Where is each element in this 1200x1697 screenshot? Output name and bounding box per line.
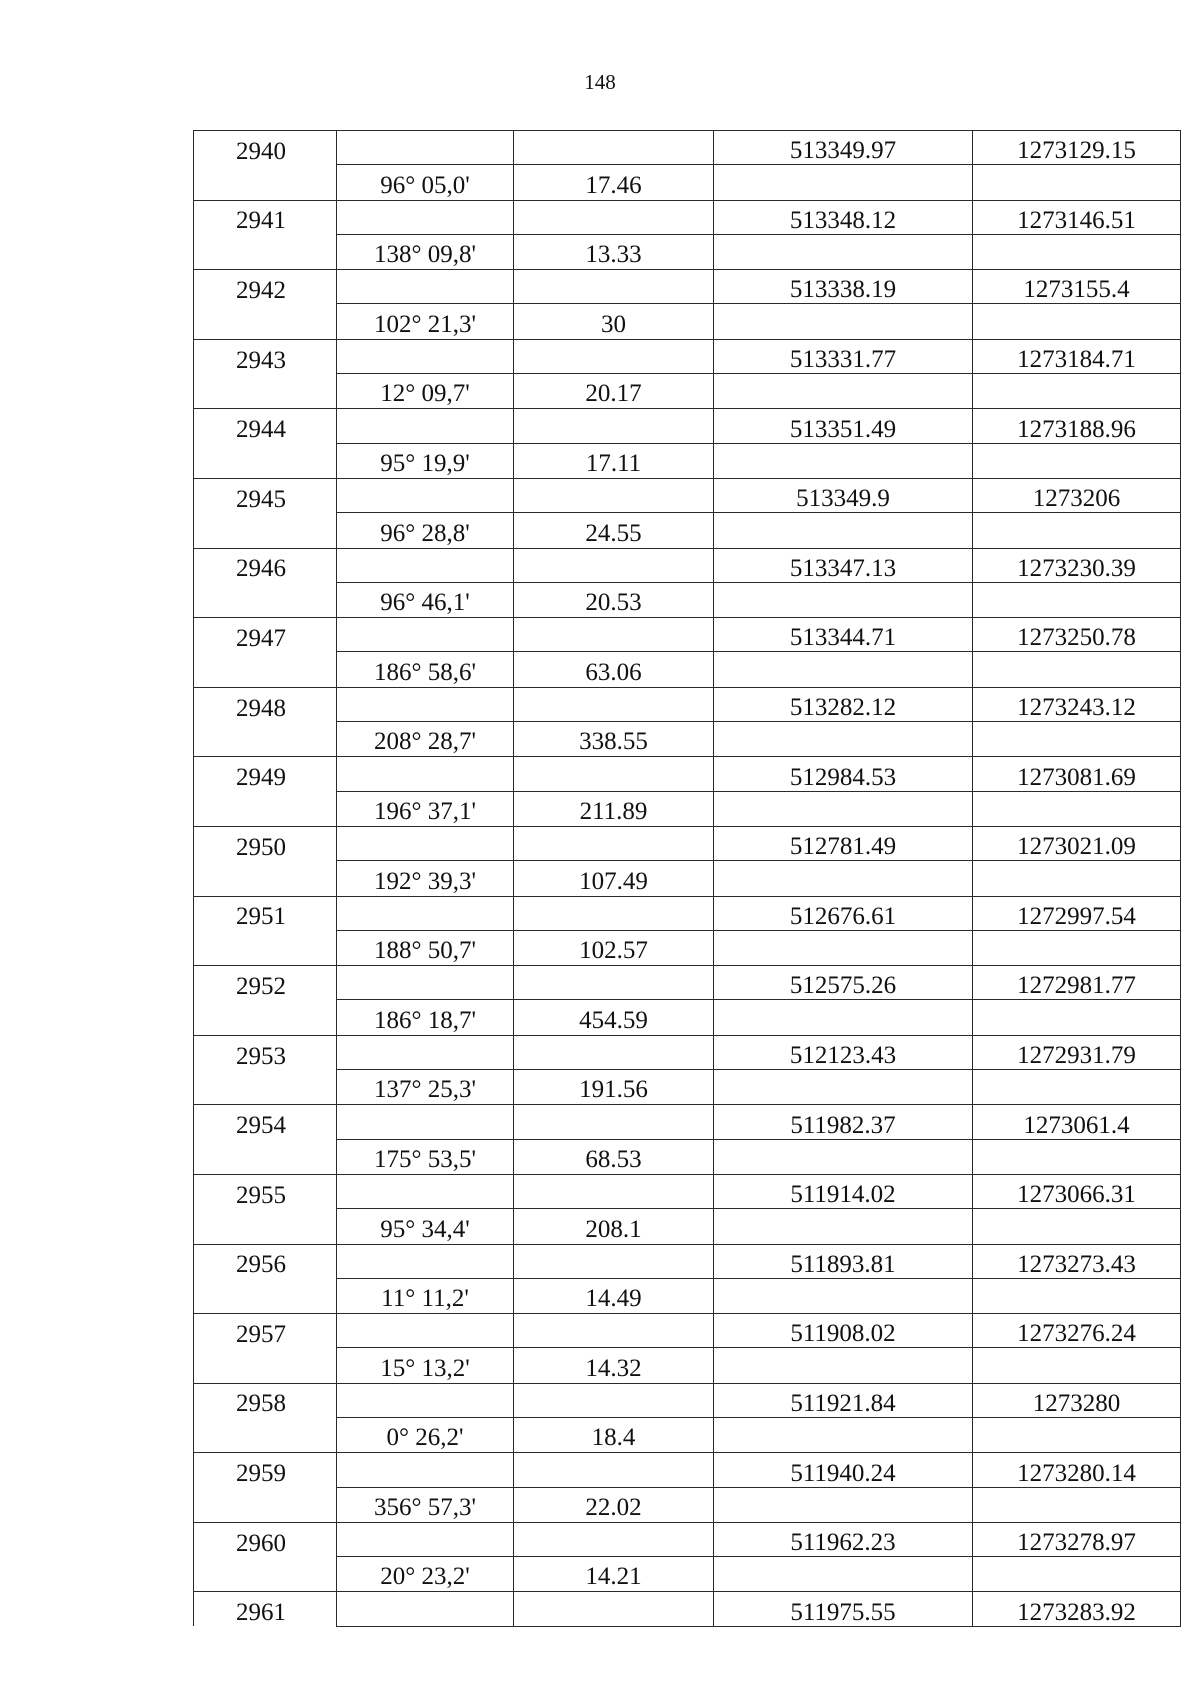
x-coordinate-cell xyxy=(714,1487,973,1522)
y-coordinate-cell: 1273188.96 xyxy=(973,409,1181,443)
y-coordinate-cell: 1273276.24 xyxy=(973,1314,1181,1348)
x-coordinate-cell: 512123.43 xyxy=(714,1035,973,1069)
y-coordinate-cell xyxy=(973,234,1181,269)
segment-length-cell xyxy=(514,339,714,373)
x-coordinate-cell: 512781.49 xyxy=(714,826,973,860)
direction-angle-cell: 188° 50,7' xyxy=(337,930,514,965)
segment-length-cell xyxy=(514,478,714,512)
point-number-cell: 2954 xyxy=(194,1105,337,1139)
point-number-cell xyxy=(194,1278,337,1313)
direction-angle-cell: 96° 05,0' xyxy=(337,165,514,200)
direction-angle-cell: 11° 11,2' xyxy=(337,1278,514,1313)
segment-row xyxy=(194,1000,1181,1035)
point-row xyxy=(194,1592,1181,1626)
x-coordinate-cell: 511893.81 xyxy=(714,1244,973,1278)
point-row xyxy=(194,270,1181,304)
x-coordinate-cell: 511962.23 xyxy=(714,1522,973,1556)
point-number-cell xyxy=(194,304,337,339)
y-coordinate-cell xyxy=(973,443,1181,478)
direction-angle-cell xyxy=(337,339,514,373)
segment-length-cell: 191.56 xyxy=(514,1070,714,1105)
segment-length-cell: 17.46 xyxy=(514,165,714,200)
direction-angle-cell: 15° 13,2' xyxy=(337,1348,514,1383)
y-coordinate-cell: 1273283.92 xyxy=(973,1592,1181,1626)
point-number-cell xyxy=(194,652,337,687)
x-coordinate-cell: 513344.71 xyxy=(714,618,973,652)
direction-angle-cell xyxy=(337,966,514,1000)
segment-length-cell: 14.49 xyxy=(514,1278,714,1313)
x-coordinate-cell: 513331.77 xyxy=(714,339,973,373)
y-coordinate-cell xyxy=(973,513,1181,548)
segment-row xyxy=(194,1278,1181,1313)
point-number-cell: 2948 xyxy=(194,687,337,721)
x-coordinate-cell xyxy=(714,930,973,965)
x-coordinate-cell: 511914.02 xyxy=(714,1174,973,1208)
direction-angle-cell: 175° 53,5' xyxy=(337,1139,514,1174)
y-coordinate-cell xyxy=(973,861,1181,896)
x-coordinate-cell xyxy=(714,722,973,757)
point-row xyxy=(194,1244,1181,1278)
segment-row xyxy=(194,791,1181,826)
point-row xyxy=(194,1522,1181,1556)
x-coordinate-cell: 513348.12 xyxy=(714,200,973,234)
x-coordinate-cell: 513349.9 xyxy=(714,478,973,512)
x-coordinate-cell xyxy=(714,1209,973,1244)
point-row xyxy=(194,1453,1181,1487)
segment-length-cell xyxy=(514,757,714,791)
point-number-cell: 2955 xyxy=(194,1174,337,1208)
segment-length-cell xyxy=(514,1314,714,1348)
segment-length-cell xyxy=(514,1592,714,1626)
y-coordinate-cell: 1273061.4 xyxy=(973,1105,1181,1139)
direction-angle-cell xyxy=(337,826,514,860)
x-coordinate-cell: 511921.84 xyxy=(714,1383,973,1417)
y-coordinate-cell: 1273066.31 xyxy=(973,1174,1181,1208)
direction-angle-cell: 186° 58,6' xyxy=(337,652,514,687)
x-coordinate-cell xyxy=(714,791,973,826)
direction-angle-cell: 96° 28,8' xyxy=(337,513,514,548)
point-number-cell xyxy=(194,1209,337,1244)
segment-length-cell xyxy=(514,270,714,304)
segment-row xyxy=(194,930,1181,965)
y-coordinate-cell xyxy=(973,722,1181,757)
y-coordinate-cell xyxy=(973,1557,1181,1592)
y-coordinate-cell: 1273155.4 xyxy=(973,270,1181,304)
point-row xyxy=(194,896,1181,930)
point-row xyxy=(194,826,1181,860)
coordinates-table-body xyxy=(194,131,1181,1627)
point-number-cell xyxy=(194,1348,337,1383)
x-coordinate-cell: 511975.55 xyxy=(714,1592,973,1626)
y-coordinate-cell xyxy=(973,165,1181,200)
point-number-cell xyxy=(194,722,337,757)
x-coordinate-cell: 513349.97 xyxy=(714,131,973,165)
segment-length-cell: 14.32 xyxy=(514,1348,714,1383)
direction-angle-cell xyxy=(337,618,514,652)
segment-row xyxy=(194,652,1181,687)
segment-length-cell: 13.33 xyxy=(514,234,714,269)
y-coordinate-cell: 1273146.51 xyxy=(973,200,1181,234)
segment-length-cell: 208.1 xyxy=(514,1209,714,1244)
point-row xyxy=(194,200,1181,234)
point-row xyxy=(194,1105,1181,1139)
y-coordinate-cell xyxy=(973,930,1181,965)
x-coordinate-cell xyxy=(714,1139,973,1174)
direction-angle-cell: 12° 09,7' xyxy=(337,374,514,409)
y-coordinate-cell: 1273280.14 xyxy=(973,1453,1181,1487)
point-number-cell: 2940 xyxy=(194,131,337,165)
direction-angle-cell xyxy=(337,478,514,512)
point-number-cell xyxy=(194,1139,337,1174)
segment-row xyxy=(194,861,1181,896)
point-number-cell xyxy=(194,234,337,269)
direction-angle-cell: 186° 18,7' xyxy=(337,1000,514,1035)
x-coordinate-cell xyxy=(714,1278,973,1313)
segment-row xyxy=(194,1417,1181,1452)
point-row xyxy=(194,548,1181,582)
y-coordinate-cell: 1272997.54 xyxy=(973,896,1181,930)
x-coordinate-cell: 513347.13 xyxy=(714,548,973,582)
segment-row xyxy=(194,1557,1181,1592)
point-number-cell xyxy=(194,443,337,478)
segment-length-cell xyxy=(514,548,714,582)
x-coordinate-cell: 512676.61 xyxy=(714,896,973,930)
point-row xyxy=(194,409,1181,443)
x-coordinate-cell xyxy=(714,861,973,896)
y-coordinate-cell: 1272931.79 xyxy=(973,1035,1181,1069)
direction-angle-cell: 356° 57,3' xyxy=(337,1487,514,1522)
direction-angle-cell xyxy=(337,1592,514,1626)
segment-length-cell: 24.55 xyxy=(514,513,714,548)
y-coordinate-cell xyxy=(973,1417,1181,1452)
direction-angle-cell xyxy=(337,687,514,721)
point-number-cell xyxy=(194,513,337,548)
direction-angle-cell xyxy=(337,548,514,582)
segment-row xyxy=(194,1209,1181,1244)
direction-angle-cell xyxy=(337,757,514,791)
x-coordinate-cell xyxy=(714,304,973,339)
direction-angle-cell xyxy=(337,1244,514,1278)
point-row xyxy=(194,1035,1181,1069)
point-number-cell: 2943 xyxy=(194,339,337,373)
direction-angle-cell: 95° 19,9' xyxy=(337,443,514,478)
y-coordinate-cell: 1273278.97 xyxy=(973,1522,1181,1556)
segment-row xyxy=(194,165,1181,200)
point-number-cell: 2959 xyxy=(194,1453,337,1487)
point-number-cell: 2960 xyxy=(194,1522,337,1556)
segment-row xyxy=(194,582,1181,617)
point-number-cell: 2941 xyxy=(194,200,337,234)
point-number-cell: 2946 xyxy=(194,548,337,582)
y-coordinate-cell xyxy=(973,652,1181,687)
segment-row xyxy=(194,1487,1181,1522)
point-number-cell xyxy=(194,582,337,617)
segment-length-cell xyxy=(514,618,714,652)
direction-angle-cell xyxy=(337,1383,514,1417)
y-coordinate-cell xyxy=(973,582,1181,617)
segment-row xyxy=(194,722,1181,757)
point-number-cell: 2956 xyxy=(194,1244,337,1278)
direction-angle-cell xyxy=(337,409,514,443)
x-coordinate-cell xyxy=(714,1557,973,1592)
direction-angle-cell xyxy=(337,1174,514,1208)
point-number-cell: 2950 xyxy=(194,826,337,860)
segment-length-cell: 63.06 xyxy=(514,652,714,687)
direction-angle-cell xyxy=(337,131,514,165)
segment-row xyxy=(194,234,1181,269)
y-coordinate-cell xyxy=(973,1348,1181,1383)
direction-angle-cell: 95° 34,4' xyxy=(337,1209,514,1244)
segment-length-cell: 102.57 xyxy=(514,930,714,965)
y-coordinate-cell xyxy=(973,791,1181,826)
point-row xyxy=(194,618,1181,652)
x-coordinate-cell xyxy=(714,582,973,617)
y-coordinate-cell: 1273184.71 xyxy=(973,339,1181,373)
x-coordinate-cell xyxy=(714,234,973,269)
x-coordinate-cell xyxy=(714,1000,973,1035)
point-number-cell xyxy=(194,165,337,200)
point-number-cell: 2952 xyxy=(194,966,337,1000)
x-coordinate-cell: 513338.19 xyxy=(714,270,973,304)
segment-length-cell: 338.55 xyxy=(514,722,714,757)
y-coordinate-cell xyxy=(973,1209,1181,1244)
x-coordinate-cell xyxy=(714,443,973,478)
segment-row xyxy=(194,513,1181,548)
direction-angle-cell xyxy=(337,1522,514,1556)
x-coordinate-cell xyxy=(714,1070,973,1105)
point-number-cell: 2958 xyxy=(194,1383,337,1417)
segment-length-cell xyxy=(514,826,714,860)
direction-angle-cell: 137° 25,3' xyxy=(337,1070,514,1105)
segment-length-cell: 211.89 xyxy=(514,791,714,826)
segment-row xyxy=(194,1139,1181,1174)
direction-angle-cell xyxy=(337,200,514,234)
direction-angle-cell xyxy=(337,1035,514,1069)
point-number-cell: 2942 xyxy=(194,270,337,304)
segment-length-cell xyxy=(514,1244,714,1278)
direction-angle-cell: 138° 09,8' xyxy=(337,234,514,269)
coordinates-table xyxy=(193,130,1181,1627)
y-coordinate-cell: 1273250.78 xyxy=(973,618,1181,652)
segment-length-cell xyxy=(514,1383,714,1417)
segment-length-cell: 14.21 xyxy=(514,1557,714,1592)
direction-angle-cell xyxy=(337,1105,514,1139)
direction-angle-cell xyxy=(337,896,514,930)
y-coordinate-cell xyxy=(973,1070,1181,1105)
direction-angle-cell: 192° 39,3' xyxy=(337,861,514,896)
point-number-cell xyxy=(194,1070,337,1105)
y-coordinate-cell: 1273273.43 xyxy=(973,1244,1181,1278)
direction-angle-cell: 208° 28,7' xyxy=(337,722,514,757)
segment-length-cell xyxy=(514,1522,714,1556)
point-row xyxy=(194,966,1181,1000)
direction-angle-cell: 0° 26,2' xyxy=(337,1417,514,1452)
y-coordinate-cell: 1272981.77 xyxy=(973,966,1181,1000)
x-coordinate-cell xyxy=(714,1348,973,1383)
point-number-cell xyxy=(194,374,337,409)
segment-length-cell: 454.59 xyxy=(514,1000,714,1035)
x-coordinate-cell xyxy=(714,1417,973,1452)
x-coordinate-cell: 513282.12 xyxy=(714,687,973,721)
y-coordinate-cell xyxy=(973,1487,1181,1522)
segment-length-cell xyxy=(514,966,714,1000)
segment-length-cell xyxy=(514,131,714,165)
point-number-cell xyxy=(194,791,337,826)
x-coordinate-cell: 511940.24 xyxy=(714,1453,973,1487)
x-coordinate-cell xyxy=(714,513,973,548)
segment-row xyxy=(194,374,1181,409)
segment-length-cell: 30 xyxy=(514,304,714,339)
y-coordinate-cell xyxy=(973,1278,1181,1313)
y-coordinate-cell: 1273129.15 xyxy=(973,131,1181,165)
segment-length-cell xyxy=(514,896,714,930)
segment-length-cell: 22.02 xyxy=(514,1487,714,1522)
segment-length-cell: 68.53 xyxy=(514,1139,714,1174)
x-coordinate-cell xyxy=(714,652,973,687)
point-number-cell: 2953 xyxy=(194,1035,337,1069)
point-row xyxy=(194,1314,1181,1348)
y-coordinate-cell xyxy=(973,374,1181,409)
direction-angle-cell: 102° 21,3' xyxy=(337,304,514,339)
point-row xyxy=(194,757,1181,791)
point-row xyxy=(194,478,1181,512)
point-number-cell xyxy=(194,1417,337,1452)
segment-length-cell xyxy=(514,409,714,443)
direction-angle-cell xyxy=(337,1314,514,1348)
point-number-cell xyxy=(194,1000,337,1035)
segment-length-cell xyxy=(514,1105,714,1139)
direction-angle-cell: 96° 46,1' xyxy=(337,582,514,617)
segment-length-cell: 17.11 xyxy=(514,443,714,478)
segment-length-cell xyxy=(514,687,714,721)
x-coordinate-cell: 513351.49 xyxy=(714,409,973,443)
direction-angle-cell xyxy=(337,1453,514,1487)
segment-length-cell xyxy=(514,1453,714,1487)
segment-length-cell: 20.17 xyxy=(514,374,714,409)
point-row xyxy=(194,1383,1181,1417)
direction-angle-cell xyxy=(337,270,514,304)
y-coordinate-cell xyxy=(973,1139,1181,1174)
segment-length-cell: 18.4 xyxy=(514,1417,714,1452)
y-coordinate-cell: 1273021.09 xyxy=(973,826,1181,860)
point-number-cell: 2947 xyxy=(194,618,337,652)
x-coordinate-cell: 511982.37 xyxy=(714,1105,973,1139)
y-coordinate-cell: 1273206 xyxy=(973,478,1181,512)
point-number-cell: 2957 xyxy=(194,1314,337,1348)
x-coordinate-cell: 512575.26 xyxy=(714,966,973,1000)
point-number-cell xyxy=(194,930,337,965)
segment-row xyxy=(194,1348,1181,1383)
segment-length-cell xyxy=(514,200,714,234)
segment-length-cell xyxy=(514,1174,714,1208)
y-coordinate-cell: 1273243.12 xyxy=(973,687,1181,721)
segment-length-cell: 20.53 xyxy=(514,582,714,617)
direction-angle-cell: 20° 23,2' xyxy=(337,1557,514,1592)
x-coordinate-cell xyxy=(714,165,973,200)
point-row xyxy=(194,687,1181,721)
direction-angle-cell: 196° 37,1' xyxy=(337,791,514,826)
y-coordinate-cell: 1273280 xyxy=(973,1383,1181,1417)
x-coordinate-cell xyxy=(714,374,973,409)
segment-length-cell xyxy=(514,1035,714,1069)
point-row xyxy=(194,1174,1181,1208)
y-coordinate-cell: 1273230.39 xyxy=(973,548,1181,582)
segment-row xyxy=(194,443,1181,478)
page-number: 148 xyxy=(584,70,616,94)
segment-row xyxy=(194,1070,1181,1105)
point-number-cell: 2944 xyxy=(194,409,337,443)
point-row xyxy=(194,131,1181,165)
point-number-cell: 2945 xyxy=(194,478,337,512)
point-number-cell xyxy=(194,1557,337,1592)
y-coordinate-cell: 1273081.69 xyxy=(973,757,1181,791)
segment-row xyxy=(194,304,1181,339)
x-coordinate-cell: 511908.02 xyxy=(714,1314,973,1348)
point-row xyxy=(194,339,1181,373)
segment-length-cell: 107.49 xyxy=(514,861,714,896)
point-number-cell: 2961 xyxy=(194,1592,337,1626)
point-number-cell: 2951 xyxy=(194,896,337,930)
point-number-cell xyxy=(194,1487,337,1522)
x-coordinate-cell: 512984.53 xyxy=(714,757,973,791)
point-number-cell xyxy=(194,861,337,896)
y-coordinate-cell xyxy=(973,304,1181,339)
y-coordinate-cell xyxy=(973,1000,1181,1035)
point-number-cell: 2949 xyxy=(194,757,337,791)
